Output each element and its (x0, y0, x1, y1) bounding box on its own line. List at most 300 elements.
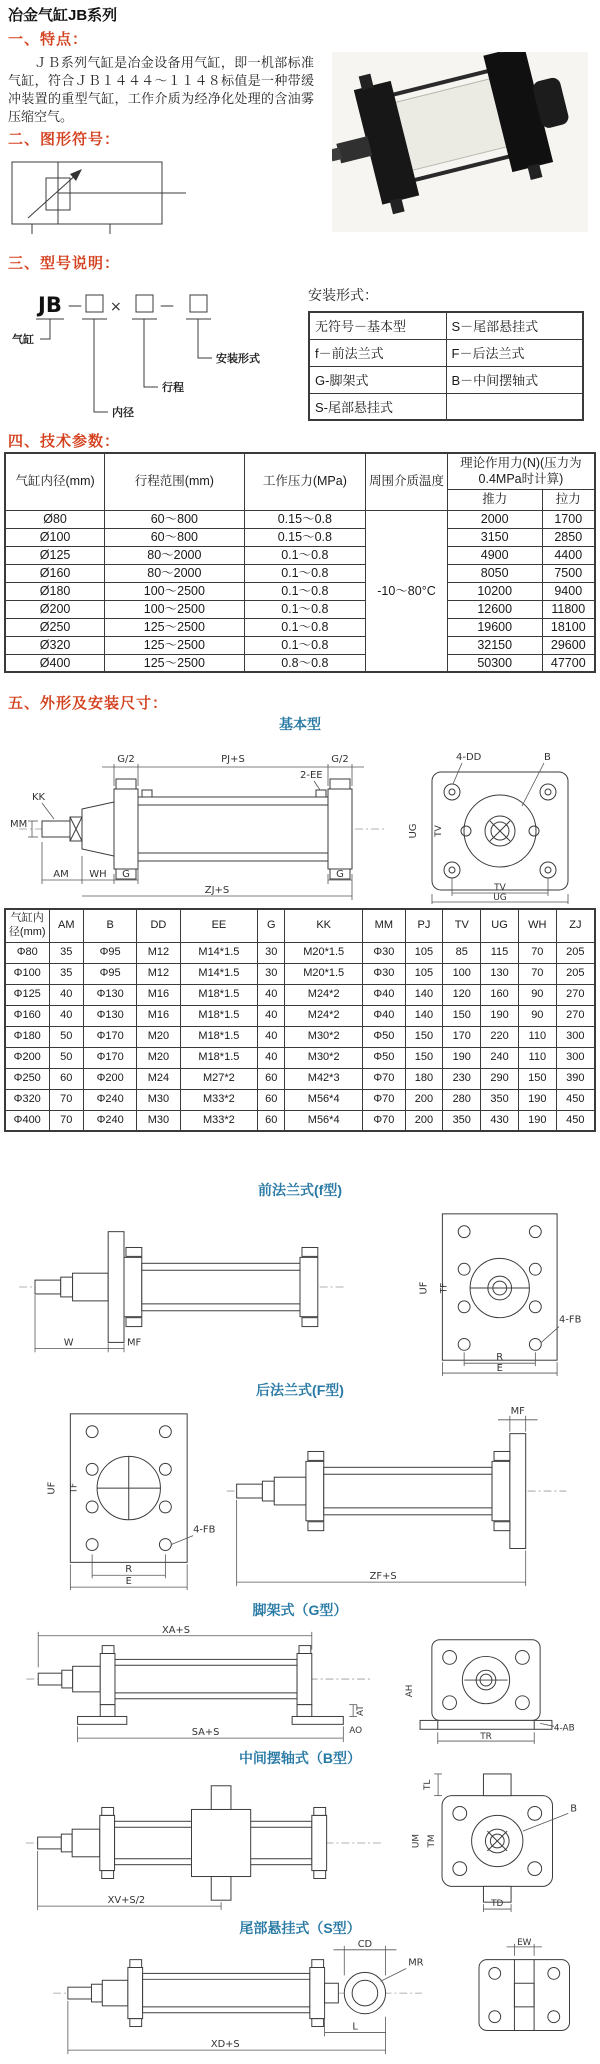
table-cell: Ø200 (5, 600, 105, 618)
table-cell: 270 (556, 1005, 595, 1026)
table-cell: M24*2 (285, 984, 363, 1005)
table-cell: Φ30 (363, 963, 405, 984)
table-cell: 200 (405, 1089, 443, 1110)
table-cell: 150 (443, 1005, 481, 1026)
table-cell: 105 (405, 942, 443, 963)
table-cell: Ø125 (5, 546, 105, 564)
table-cell: 0.1～0.8 (244, 636, 366, 654)
table-cell: 0.1～0.8 (244, 546, 366, 564)
table-cell: 125～2500 (105, 618, 244, 636)
table-cell: 270 (556, 984, 595, 1005)
drawing-title-basic: 基本型 (279, 716, 321, 732)
table-cell: Φ95 (84, 942, 137, 963)
table-cell: Φ40 (363, 984, 405, 1005)
table-cell: Φ95 (84, 963, 137, 984)
column-header: UG (481, 909, 519, 942)
table-cell: 30 (258, 963, 285, 984)
table-cell: M14*1.5 (180, 963, 258, 984)
section-heading-tech: 四、技术参数： (8, 433, 121, 450)
table-cell: Φ170 (84, 1026, 137, 1047)
column-header: PJ (405, 909, 443, 942)
table-cell: 0.1～0.8 (244, 618, 366, 636)
dim-label: G (336, 869, 344, 880)
table-cell: M18*1.5 (180, 1026, 258, 1047)
column-header: WH (518, 909, 556, 942)
column-header: ZJ (556, 909, 595, 942)
front-flange-drawing (4, 1202, 596, 1383)
model-designation-diagram (10, 282, 310, 429)
table-cell: Φ180 (5, 1026, 49, 1047)
dim-label: TV (434, 825, 444, 837)
basic-type-drawing (4, 734, 596, 911)
callout-stroke: 行程 (162, 381, 184, 394)
table-cell: 350 (481, 1089, 519, 1110)
table-cell: 100 (443, 963, 481, 984)
table-cell: Φ240 (84, 1089, 137, 1110)
table-cell: Φ200 (84, 1068, 137, 1089)
table-cell: 85 (443, 942, 481, 963)
column-header: DD (137, 909, 180, 942)
table-cell: 125～2500 (105, 636, 244, 654)
table-row (5, 1047, 595, 1068)
table-cell: M20 (137, 1047, 180, 1068)
table-cell: 220 (481, 1026, 519, 1047)
table-cell: F－后法兰式 (446, 339, 583, 366)
section-heading-model: 三、型号说明： (8, 255, 121, 272)
table-cell: 40 (258, 1005, 285, 1026)
table-cell: 100～2500 (105, 582, 244, 600)
table-cell: 50300 (447, 654, 542, 672)
table-cell: 290 (481, 1068, 519, 1089)
table-cell: Φ50 (363, 1026, 405, 1047)
table-cell: 40 (49, 984, 84, 1005)
column-header: MM (363, 909, 405, 942)
table-row (5, 528, 595, 546)
table-cell: 150 (405, 1026, 443, 1047)
table-cell: Φ250 (5, 1068, 49, 1089)
table-cell: M33*2 (180, 1089, 258, 1110)
dim-label: TD (491, 1899, 504, 1910)
table-cell: 105 (405, 963, 443, 984)
table-row (5, 1026, 595, 1047)
table-cell: 390 (556, 1068, 595, 1089)
table-cell: 240 (481, 1047, 519, 1068)
table-row (5, 582, 595, 600)
rear-flange-drawing (4, 1400, 596, 1601)
table-cell: 2850 (542, 528, 595, 546)
temp-merged-cell: -10～80°C (366, 510, 448, 672)
table-cell: 60～800 (105, 528, 244, 546)
table-row (5, 1089, 595, 1110)
column-header: B (84, 909, 137, 942)
table-row (5, 1110, 595, 1131)
table-row (5, 618, 595, 636)
page-title: 冶金气缸JB系列 (8, 7, 118, 24)
table-cell: Ø250 (5, 618, 105, 636)
table-cell: 300 (556, 1047, 595, 1068)
table-cell: M30 (137, 1089, 180, 1110)
table-cell: Φ125 (5, 984, 49, 1005)
drawing-title-trunnion: 中间摆轴式（B型） (238, 1750, 362, 1766)
cylinder-photo-sketch (332, 52, 588, 232)
table-cell: 300 (556, 1026, 595, 1047)
table-cell: Φ170 (84, 1047, 137, 1068)
column-header: 工作压力(MPa) (244, 453, 366, 510)
dim-label: UF (46, 1481, 58, 1495)
table-cell (446, 393, 583, 420)
table-row (5, 600, 595, 618)
table-cell: 70 (49, 1110, 84, 1131)
dim-label: W (63, 1337, 74, 1349)
table-cell: 4400 (542, 546, 595, 564)
table-row (5, 546, 595, 564)
dim-label: SA+S (191, 1727, 220, 1739)
table-cell: M18*1.5 (180, 1047, 258, 1068)
table-cell: f－前法兰式 (309, 339, 446, 366)
table-cell: 205 (556, 963, 595, 984)
dim-label: ZJ+S (204, 885, 230, 896)
table-cell: M24 (137, 1068, 180, 1089)
table-cell: 200 (405, 1110, 443, 1131)
dim-label: MM (10, 819, 28, 830)
table-cell: Ø100 (5, 528, 105, 546)
drawing-title-rear-flange: 后法兰式(F型) (256, 1382, 344, 1398)
table-cell: Ø80 (5, 510, 105, 528)
dim-label: 4-AB (553, 1723, 575, 1734)
dash: — (160, 298, 174, 314)
table-cell: 90 (518, 1005, 556, 1026)
table-cell: M20*1.5 (285, 942, 363, 963)
dim-label: G (122, 869, 130, 880)
product-photo (332, 52, 588, 232)
table-row (5, 564, 595, 582)
column-header: 气缸内径(mm) (5, 909, 49, 942)
table-cell: 12600 (447, 600, 542, 618)
table-cell: 0.15～0.8 (244, 510, 366, 528)
table-cell: G-脚架式 (309, 366, 446, 393)
column-header: 行程范围(mm) (105, 453, 244, 510)
column-header: 周围介质温度 (366, 453, 448, 510)
features-paragraph: ＪＢ系列气缸是冶金设备用气缸，即一机部标准气缸，符合ＪＢ１４４４～１１４８标值是一种带缓冲装置的重型气缸，工作介质为经净化处理的含油雾压缩空气。 (8, 55, 314, 124)
drawing-title-front-flange: 前法兰式(f型) (258, 1182, 342, 1198)
table-cell: 80～2000 (105, 564, 244, 582)
table-cell: M24*2 (285, 1005, 363, 1026)
table-cell: 11800 (542, 600, 595, 618)
drawing-title-tail: 尾部悬挂式（S型） (239, 1920, 361, 1936)
table-cell: 160 (481, 984, 519, 1005)
table-cell: 115 (481, 942, 519, 963)
dim-label: UF (418, 1281, 430, 1295)
table-cell: B－中间摆轴式 (446, 366, 583, 393)
table-cell: 60～800 (105, 510, 244, 528)
table-row (5, 963, 595, 984)
section-heading-dimensions: 五、外形及安装尺寸： (8, 695, 169, 712)
dim-label: AO (349, 1726, 363, 1737)
table-row (5, 1068, 595, 1089)
table-cell: 4900 (447, 546, 542, 564)
table-cell: 8050 (447, 564, 542, 582)
dim-label: R (125, 1564, 133, 1576)
column-header: EE (180, 909, 258, 942)
mount-forms-table (308, 311, 584, 421)
table-cell: 60 (258, 1110, 285, 1131)
table-cell: S-尾部悬挂式 (309, 393, 446, 420)
table-cell: M56*4 (285, 1089, 363, 1110)
table-cell: Φ70 (363, 1068, 405, 1089)
table-cell: Φ200 (5, 1047, 49, 1068)
table-cell: 18100 (542, 618, 595, 636)
dim-label: 2-EE (300, 770, 323, 781)
table-row (5, 636, 595, 654)
dim-label: UG (408, 823, 419, 839)
table-cell: Φ70 (363, 1110, 405, 1131)
foot-mount-drawing (4, 1622, 596, 1751)
table-cell: M18*1.5 (180, 984, 258, 1005)
dim-label: 4-FB (559, 1314, 582, 1326)
table-cell: 60 (258, 1089, 285, 1110)
table-cell: Φ50 (363, 1047, 405, 1068)
table-row (5, 942, 595, 963)
table-cell: 180 (405, 1068, 443, 1089)
tail-clevis-drawing (4, 1938, 596, 2063)
table-cell: 130 (481, 963, 519, 984)
table-cell: 90 (518, 984, 556, 1005)
table-cell: 190 (481, 1005, 519, 1026)
table-cell: M20*1.5 (285, 963, 363, 984)
table-header-row (5, 453, 595, 490)
table-cell: 205 (556, 942, 595, 963)
dim-label: UG (493, 893, 507, 903)
table-cell: M30 (137, 1110, 180, 1131)
dim-label: ZF+S (369, 1571, 397, 1583)
table-cell: 32150 (447, 636, 542, 654)
table-cell: Φ400 (5, 1110, 49, 1131)
table-cell: 40 (258, 984, 285, 1005)
table-cell: Φ240 (84, 1110, 137, 1131)
table-cell: 35 (49, 963, 84, 984)
column-header: G (258, 909, 285, 942)
dim-label: G/2 (117, 754, 135, 765)
table-cell: 30 (258, 942, 285, 963)
column-header: 推力 (447, 490, 542, 511)
table-cell: M16 (137, 984, 180, 1005)
table-cell: M16 (137, 1005, 180, 1026)
table-cell: Φ40 (363, 1005, 405, 1026)
graphic-symbol (10, 158, 190, 255)
table-cell: M12 (137, 942, 180, 963)
table-cell: M33*2 (180, 1110, 258, 1131)
column-header: 气缸内径(mm) (5, 453, 105, 510)
table-cell: 50 (49, 1026, 84, 1047)
table-cell: 150 (405, 1047, 443, 1068)
table-cell: M12 (137, 963, 180, 984)
dim-label: B (570, 1803, 578, 1815)
table-cell: M30*2 (285, 1047, 363, 1068)
dim-label: TR (480, 1732, 492, 1743)
table-cell: M42*3 (285, 1068, 363, 1089)
table-cell: 430 (481, 1110, 519, 1131)
table-cell: 0.8～0.8 (244, 654, 366, 672)
table-cell: 110 (518, 1047, 556, 1068)
table-cell: 70 (518, 942, 556, 963)
table-cell: 190 (518, 1089, 556, 1110)
column-header: TV (443, 909, 481, 942)
table-cell: Φ80 (5, 942, 49, 963)
table-cell: 100～2500 (105, 600, 244, 618)
table-cell: 0.15～0.8 (244, 528, 366, 546)
table-cell: 1700 (542, 510, 595, 528)
table-cell: 0.1～0.8 (244, 564, 366, 582)
dim-label: XD+S (210, 2039, 240, 2051)
table-cell: 170 (443, 1026, 481, 1047)
dim-label: MF (126, 1337, 142, 1349)
table-cell: Φ70 (363, 1089, 405, 1110)
dim-label: TF (439, 1282, 450, 1294)
table-cell: 190 (518, 1110, 556, 1131)
dim-label: TM (427, 1834, 438, 1848)
dim-label: PJ+S (221, 754, 245, 765)
dimensions-table (4, 908, 596, 1132)
table-row (309, 366, 583, 393)
table-cell: 280 (443, 1089, 481, 1110)
dim-label: EW (517, 1938, 532, 1948)
table-cell: M30*2 (285, 1026, 363, 1047)
dim-label: B (544, 752, 551, 763)
table-cell: 120 (443, 984, 481, 1005)
table-cell: 125～2500 (105, 654, 244, 672)
dim-label: G/2 (331, 754, 349, 765)
table-cell: 0.1～0.8 (244, 582, 366, 600)
table-cell: 450 (556, 1089, 595, 1110)
table-cell: 10200 (447, 582, 542, 600)
table-cell: 350 (443, 1110, 481, 1131)
dim-label: KK (32, 792, 46, 803)
trunnion-drawing (4, 1770, 596, 1919)
table-cell: 60 (49, 1068, 84, 1089)
table-cell: 40 (49, 1005, 84, 1026)
table-cell: 110 (518, 1026, 556, 1047)
table-cell: 80～2000 (105, 546, 244, 564)
table-cell: 29600 (542, 636, 595, 654)
table-row (5, 984, 595, 1005)
table-cell: 70 (49, 1089, 84, 1110)
table-cell: S－尾部悬挂式 (446, 312, 583, 339)
dim-label: AT (355, 1705, 366, 1716)
dim-label: WH (89, 869, 107, 880)
column-header: KK (285, 909, 363, 942)
dim-label: UM (411, 1833, 422, 1849)
table-cell: 140 (405, 984, 443, 1005)
table-cell: Φ320 (5, 1089, 49, 1110)
dim-label: 4-FB (193, 1524, 216, 1536)
table-cell: 3150 (447, 528, 542, 546)
table-cell: 35 (49, 942, 84, 963)
dim-label: 4-DD (456, 752, 482, 763)
mount-forms-title: 安装形式： (308, 287, 378, 303)
drawing-title-foot: 脚架式（G型） (252, 1602, 348, 1618)
table-cell: 450 (556, 1110, 595, 1131)
dim-label: TV (494, 883, 506, 893)
dim-label: E (496, 1363, 503, 1375)
table-cell: 70 (518, 963, 556, 984)
table-row (5, 1005, 595, 1026)
table-cell: 50 (49, 1047, 84, 1068)
column-header: AM (49, 909, 84, 942)
section-heading-features: 一、特点： (8, 31, 89, 48)
table-row (5, 510, 595, 528)
table-cell: 7500 (542, 564, 595, 582)
callout-cylinder: 气缸 (12, 333, 34, 346)
dim-label: TL (423, 1779, 434, 1790)
table-cell: 无符号－基本型 (309, 312, 446, 339)
dim-label: AM (53, 869, 69, 880)
dim-label: AH (405, 1684, 416, 1698)
table-cell: 140 (405, 1005, 443, 1026)
table-cell: 0.1～0.8 (244, 600, 366, 618)
table-row (309, 339, 583, 366)
table-cell: 9400 (542, 582, 595, 600)
table-cell: 47700 (542, 654, 595, 672)
table-cell: M27*2 (180, 1068, 258, 1089)
table-cell: Φ30 (363, 942, 405, 963)
table-cell: Ø400 (5, 654, 105, 672)
table-cell: 150 (518, 1068, 556, 1089)
section-heading-symbol: 二、图形符号： (8, 131, 121, 148)
dim-label: R (496, 1352, 504, 1364)
table-cell: Φ130 (84, 984, 137, 1005)
table-cell: 2000 (447, 510, 542, 528)
tech-params-table (4, 452, 596, 673)
table-cell: M14*1.5 (180, 942, 258, 963)
column-header: 拉力 (542, 490, 595, 511)
table-cell: 190 (443, 1047, 481, 1068)
table-row (309, 393, 583, 420)
dim-label: MF (510, 1405, 525, 1417)
dim-label: XA+S (162, 1624, 190, 1636)
table-cell: Φ160 (5, 1005, 49, 1026)
callout-mount: 安装形式 (216, 352, 260, 365)
callout-bore: 内径 (112, 406, 134, 419)
dash: — (68, 298, 82, 314)
table-cell: 60 (258, 1068, 285, 1089)
mount-forms-block (308, 285, 588, 421)
table-cell: M18*1.5 (180, 1005, 258, 1026)
table-cell: Φ130 (84, 1005, 137, 1026)
table-cell: Ø180 (5, 582, 105, 600)
dim-label: CD (357, 1938, 373, 1950)
table-row (5, 654, 595, 672)
table-cell: Φ100 (5, 963, 49, 984)
column-header: 理论作用力(N)(压力为0.4MPa时计算) (447, 453, 595, 490)
table-cell: M20 (137, 1026, 180, 1047)
dim-label: MR (408, 1957, 424, 1969)
table-cell: 40 (258, 1047, 285, 1068)
table-cell: Ø320 (5, 636, 105, 654)
dim-label: E (125, 1576, 132, 1588)
table-row (309, 312, 583, 339)
table-header-row (5, 909, 595, 942)
dim-label: XV+S/2 (107, 1895, 146, 1907)
model-prefix: JB (38, 293, 62, 317)
table-cell: Ø160 (5, 564, 105, 582)
table-cell: 40 (258, 1026, 285, 1047)
table-cell: M56*4 (285, 1110, 363, 1131)
dim-label: TF (69, 1482, 80, 1494)
table-cell: 230 (443, 1068, 481, 1089)
table-cell: 19600 (447, 618, 542, 636)
times-sign: × (110, 299, 122, 315)
dim-label: L (352, 2021, 358, 2033)
